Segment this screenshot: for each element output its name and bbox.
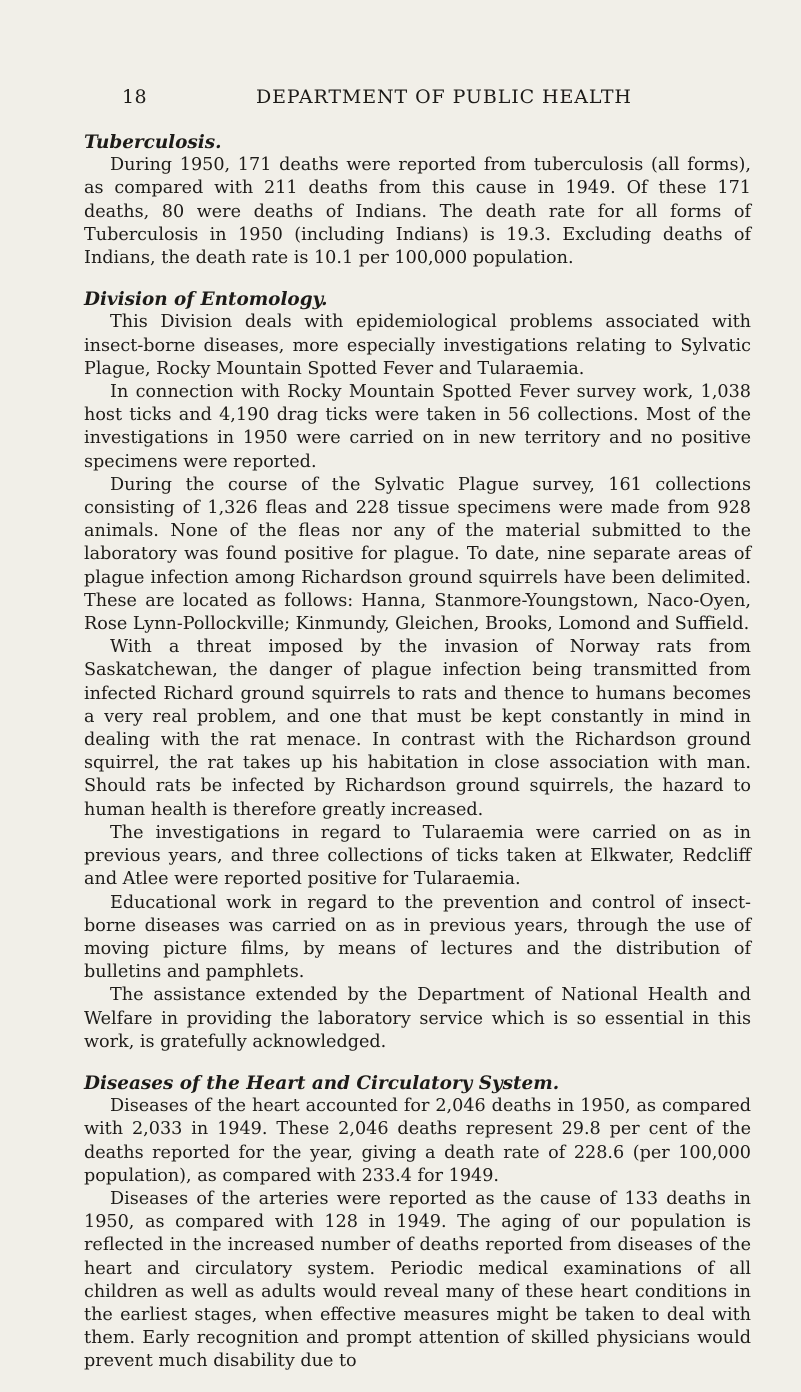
paragraph: Diseases of the heart accounted for 2,046 deaths in 1950, as compared with 2,033 in 1949. These 2,046 deaths represent 29.8 per cent of the deaths reported for the year, giving a death rate of 228.6 (per 100,000 population), as compared with 233.4 for 1949. — [84, 1096, 751, 1186]
running-header — [84, 86, 751, 112]
paragraph: During the course of the Sylvatic Plague survey, 161 collections consisting of 1,326 fleas and 228 tissue specimens were made from 928 animals. None of the fleas nor any of the material submitted to the laboratory was found positive for plague. To date, nine separate areas of plague infection among Richardson ground squirrels have been delimited. These are located as follows: Hanna, Stanmore-Youngstown, Naco-Oyen, Rose Lynn-Pollockville; Kinmundy, Gleichen, Brooks, Lomond and Suffield. — [84, 474, 751, 635]
paragraph: The assistance extended by the Department of National Health and Welfare in providing the laboratory service which is so essential in this work, is gratefully acknowledged. — [84, 985, 751, 1052]
section-heading: Diseases of the Heart and Circulatory System. — [84, 1072, 560, 1094]
paragraph: During 1950, 171 deaths were reported from tuberculosis (all forms), as compared with 211 deaths from this cause in 1949. Of these 171 deaths, 80 were deaths of Indians. The death rate for all forms of Tuberculosis in 1950 (including Indians) is 19.3. Excluding deaths of Indians, the death rate is 10.1 per 100,000 population. — [84, 155, 751, 269]
paragraph: Educational work in regard to the prevention and control of insect-borne diseases was carried on as in previous years, through the use of moving picture films, by means of lectures and the distribution of bulletins and pamphlets. — [84, 892, 751, 983]
section-heading: Division of Entomology. — [84, 289, 328, 311]
paragraph: In connection with Rocky Mountain Spotted Fever survey work, 1,038 host ticks and 4,190 drag ticks were taken in 56 collections. Most of the investigations in 1950 were carried on in new territory and no positive specimens were reported. — [84, 382, 751, 472]
section-tuberculosis — [84, 131, 751, 270]
paragraph: With a threat imposed by the invasion of Norway rats from Saskatchewan, the danger of plague infection being transmitted from infected Richard ground squirrels to rats and thence to humans becomes a very real problem, and one that must be kept constantly in mind in dealing with the rat menace. In contrast with the Richardson ground squirrel, the rat takes up his habitation in close association with man. Should rats be infected by Richardson ground squirrels, the hazard to human health is therefore greatly increased. — [84, 637, 751, 820]
document-body — [84, 131, 751, 1392]
section-division-of-entomology — [84, 288, 751, 1054]
section-heart-and-circulatory-system — [84, 1072, 751, 1374]
section-heading: Tuberculosis. — [84, 132, 222, 153]
paragraph: Diseases of the arteries were reported as the cause of 133 deaths in 1950, as compared with 128 in 1949. The aging of our population is reflected in the increased number of deaths reported from diseases of the heart and circulatory system. Periodic medical examinations of all children as well as adults would reveal many of these heart conditions in the earliest stages, when effective measures might be taken to deal with them. Early recognition and prompt attention of skilled physicians would prevent much disability due to — [84, 1188, 751, 1372]
header-title: DEPARTMENT OF PUBLIC HEALTH — [256, 86, 632, 108]
page-number: 18 — [122, 86, 147, 108]
paragraph: This Division deals with epidemiological problems associated with insect-borne diseases, more especially investigations relating to Sylvatic Plague, Rocky Mountain Spotted Fever and Tularaemia. — [84, 312, 751, 379]
paragraph: The investigations in regard to Tularaemia were carried on as in previous years, and three collections of ticks taken at Elkwater, Redcliff and Atlee were reported positive for Tularaemia. — [84, 822, 751, 890]
